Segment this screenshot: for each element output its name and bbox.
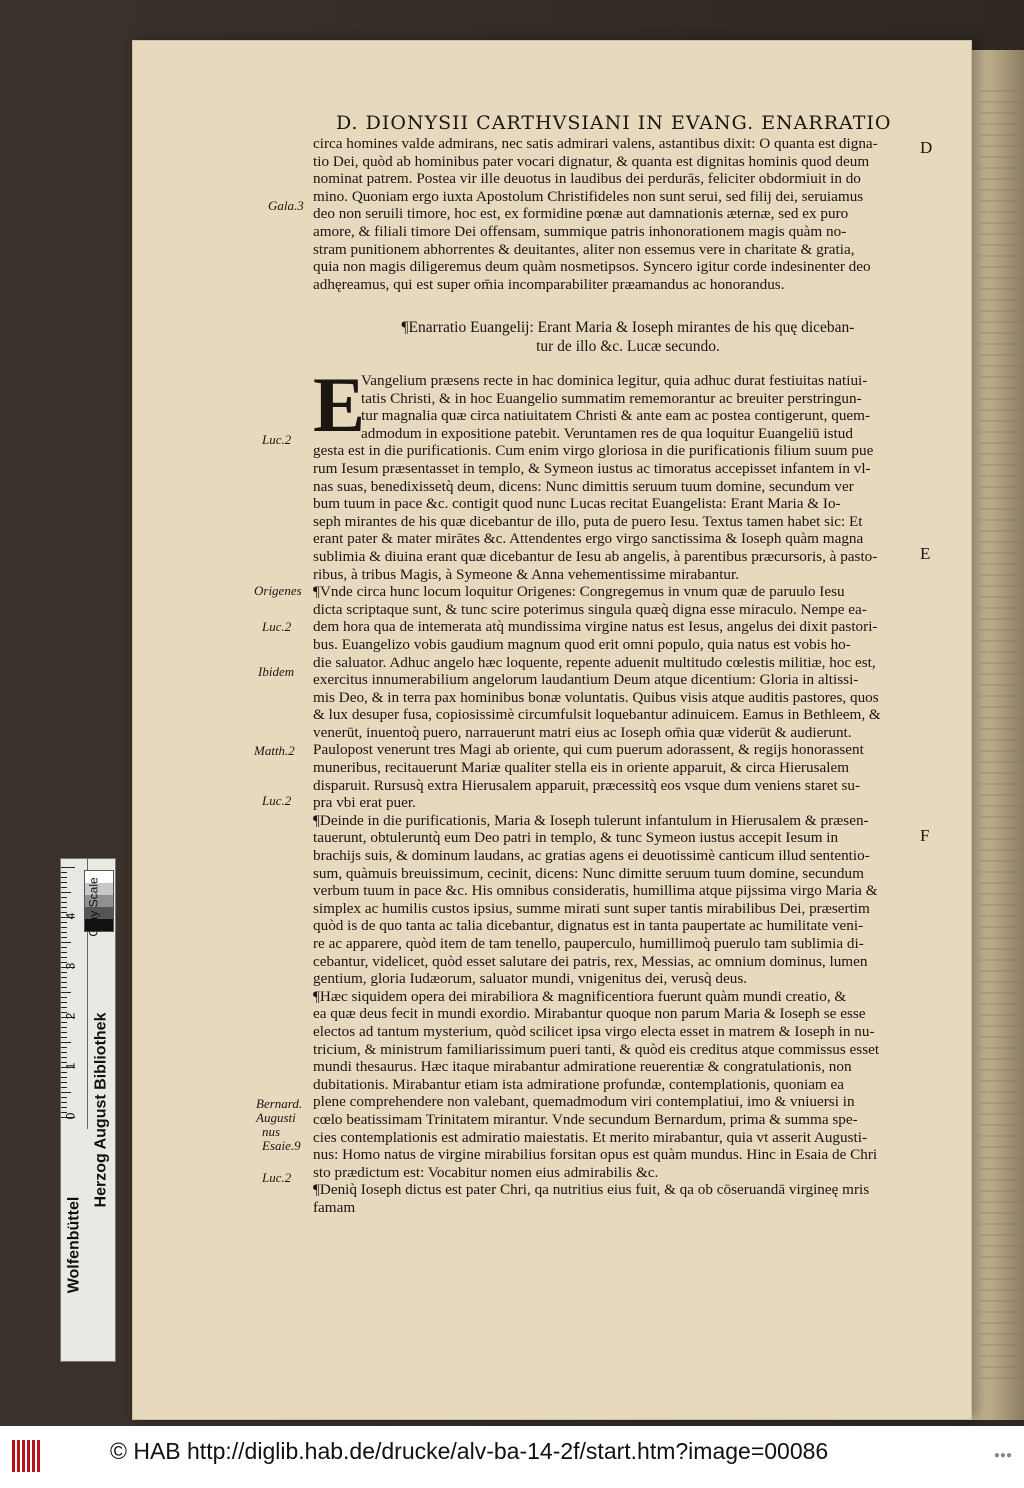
margin-note: Luc.2	[262, 432, 292, 447]
margin-note: Luc.2	[262, 619, 292, 634]
ruler-number: 4	[63, 912, 78, 920]
ruler-tick	[61, 1077, 67, 1078]
text-line: ribus, à tribus Magis, à Symeone & Anna vehementissime mirabantur.	[313, 565, 740, 583]
margin-note: Luc.2	[262, 1170, 292, 1185]
section-letter: F	[920, 826, 930, 845]
ruler-tick	[61, 1042, 71, 1043]
text-line: tur magnalia quæ circa natiuitatem Christi & ante eam ac postea contigerunt, quem-	[361, 407, 871, 425]
text-line: mundi thesaurus. Hæc itaque mirabantur admiratione reuerentiæ & congratulationis, non	[313, 1058, 852, 1076]
text-line: bus. Euangelizo vobis gaudium magnum quod erit omni populo, quia natus est vobis ho-	[313, 635, 851, 653]
heading-line-1: ¶Enarratio Euangelij: Erant Maria & Ioseph mirantes de his quę diceban-	[401, 319, 855, 336]
text-line: stram punitionem abhorrentes & deuitantes, aliter non essemus vere in charitate & gratia,	[313, 240, 855, 258]
decorated-initial: E	[313, 361, 366, 448]
text-line: sublimia & diuina erant quæ dicebantur de Iesu ab angelis, à parentibus præcursoris, à pasto-	[313, 547, 878, 565]
text-line: verbum tuum in pace &c. His omnibus consideratis, humillima atque pijssima virgo Maria &	[313, 882, 878, 900]
text-line: cebantur, videlicet, quòd esset salutare dei patris, rex, Messias, ac omnium dominus, lumen	[313, 952, 868, 970]
margin-note: Gala.3	[268, 198, 304, 213]
text-line: disparuit. Rursusq̀ extra Hierusalem apparuit, præcessitq̀ eos vsque dum veniens staret su-	[313, 776, 861, 794]
ruler-tick	[61, 922, 67, 923]
text-line: tricium, & ministrum familiarissimum pueri tanti, & quòd eis creditus atque commissus esset	[313, 1040, 880, 1058]
ruler-tick	[61, 892, 71, 893]
ruler-tick	[61, 1082, 67, 1083]
text-line: nominat patrem. Postea vir ille deuotus in laudibus dei perdurās, feliciter obdormiuit in do	[313, 170, 861, 188]
ruler-number: 3	[63, 962, 78, 970]
text-line: tauerunt, obtuleruntq̀ eum Deo patri in templo, & tunc Symeon iustus accepit Iesum in	[313, 829, 839, 847]
ruler-tick	[61, 1022, 67, 1023]
text-line: muneribus, recitauerunt Mariæ qualiter stella eis in oriente apparuit, & circa Hierusalem	[313, 759, 850, 777]
gray-scale-label: Gray Scale	[86, 877, 101, 937]
text-line: amore, & filiali timore Dei offensam, summique patris inhonorationem magis quàm no-	[313, 222, 847, 240]
text-line: ea quæ deus fecit in mundi exordio. Mirabantur quoque non parum Maria & Ioseph se esse	[313, 1005, 866, 1023]
text-line: tio Dei, quòd ab hominibus pater vocari dignatur, & quanta est dignitas hominis quod deum	[313, 152, 870, 170]
ruler-tick	[61, 1102, 67, 1103]
ruler-label-2	[61, 1129, 87, 1361]
text-line: gentium, gloria Iudæorum, saluator mundi, vnigenitus dei, verusq̀ deus.	[313, 970, 748, 988]
ruler-tick	[61, 992, 71, 993]
margin-note: Augusti	[256, 1110, 296, 1125]
margin-note: Luc.2	[262, 793, 292, 808]
ruler-tick	[61, 937, 67, 938]
institution-name: Herzog August Bibliothek	[92, 1012, 109, 1208]
ruler-tick	[61, 942, 71, 943]
ruler-tick	[61, 1047, 67, 1048]
ruler-tick	[61, 1007, 67, 1008]
text-line: adhęreamus, qui est super om̄ia incomparabiliter præamandus ac honorandus.	[313, 275, 785, 293]
section-letter: D	[920, 138, 933, 157]
ruler-tick	[61, 1052, 67, 1053]
ruler-tick	[61, 1057, 67, 1058]
chapter-heading	[368, 318, 888, 356]
margin-note: nus	[262, 1124, 281, 1139]
text-line: deo non seruili timore, hoc est, ex formidine pœnæ aut damnationis æternæ, sed ex puro	[313, 205, 849, 223]
institution-city: Wolfenbüttel	[65, 1196, 83, 1294]
text-line: pra vbi erat puer.	[313, 794, 416, 812]
ruler-tick	[61, 977, 67, 978]
ruler-tick	[61, 877, 67, 878]
text-line: sum, quàmuis breuissimum, cecinit, dicens: Nunc dimitte seruum tuum domine, secundum	[313, 864, 864, 882]
ruler-tick	[61, 867, 75, 868]
hab-logo-icon	[12, 1440, 42, 1472]
text-line: Paulopost venerunt tres Magi ab oriente, qui cum puerum adorassent, & regijs honorassent	[313, 741, 864, 759]
ruler-tick	[61, 1027, 67, 1028]
ruler-tick	[61, 872, 67, 873]
text-line: mino. Quoniam ergo iuxta Apostolum Christifideles non sunt serui, sed filij dei, seruiamus	[313, 187, 864, 205]
ruler-tick	[61, 972, 67, 973]
margin-note: Bernard.	[256, 1096, 303, 1111]
bleed-through	[980, 90, 1018, 1380]
text-line: die saluator. Adhuc angelo hæc loquente, repente aduenit multitudo cœlestis militiæ, hoc est,	[313, 653, 876, 671]
text-line: dem hora qua de intemerata atq̀ mundissima virgine natus est Iesus, angelus dei dixit pastori-	[313, 618, 878, 636]
text-line: dubitationis. Mirabantur etiam ista admiratione profundæ, contemplationis, quoniam ea	[313, 1075, 845, 1093]
facing-page-edge	[972, 50, 1024, 1420]
ruler-number: 2	[63, 1012, 78, 1020]
text-line: ¶Deinde in die purificationis, Maria & Ioseph tulerunt infantulum in Hierusalem & præsen-	[313, 811, 869, 829]
margin-note: Matth.2	[254, 743, 295, 758]
text-line: simplex ac humilis custos ipsius, summe mirati sunt super tantis mirabilibus Dei, præsertim	[313, 899, 870, 917]
text-line: quòd is de quo tanta ac talia dicebantur, dignatus est in tanta paupertate ac humilitate veni-	[313, 917, 864, 935]
text-line: circa homines valde admirans, nec satis admirari valens, astantibus dixit: O quanta est digna-	[313, 135, 878, 152]
ruler-tick	[61, 1002, 67, 1003]
ruler-tick	[61, 902, 67, 903]
text-line: ¶Vnde circa hunc locum loquitur Origenes: Congregemus in vnum quæ de paruulo Iesu	[313, 583, 845, 601]
text-line: Vangelium præsens recte in hac dominica legitur, quia adhuc durat festiuitas natiui-	[361, 372, 868, 389]
text-block-1	[313, 135, 917, 293]
text-line: exercitus innumerabilium angelorum laudantium Deum atque dicentium: Gloria in altissi-	[313, 671, 859, 689]
text-line: erant pater & mater mirātes &c. Attendentes ergo virgo sanctissima & Ioseph quàm magna	[313, 530, 864, 548]
ruler-tick	[61, 1032, 67, 1033]
ruler-tick	[61, 932, 67, 933]
text-line: venerūt, inuentoq̀ puero, narrauerunt matri eius ac Ioseph om̄ia quæ viderūt & audierunt.	[313, 723, 852, 741]
ruler-tick	[61, 882, 67, 883]
text-line: & lux desuper fusa, copiosissimè circumfulsit loquebantur adinuicem. Eamus in Bethleem, &	[313, 706, 881, 724]
text-line: cœlo beatissimam Trinitatem mirantur. Vnde secundum Bernardum, prima & summa spe-	[313, 1110, 858, 1128]
text-line: bum tuum in pace &c. contigit quod nunc Lucas recitat Euangelista: Erant Maria & Io-	[313, 495, 841, 513]
ruler-tick	[61, 997, 67, 998]
margin-note: Ibidem	[258, 664, 295, 679]
section-letter: E	[920, 544, 931, 563]
text-line: rum Iesum præsentasset in templo, & Symeon iustus ac timoratus accepisset infantem in vl-	[313, 459, 871, 477]
text-line: dicta scriptaque sunt, & tunc scire poterimus singula quæq̀ digna esse miraculo. Nempe ea-	[313, 600, 867, 618]
text-line: famam	[313, 1198, 356, 1216]
ruler-tick	[61, 887, 67, 888]
ruler-number: 0	[63, 1112, 78, 1120]
ruler-number: 1	[63, 1062, 78, 1070]
text-line: nas suas, benedixissetq̀ deum, dicens: Nunc dimittis seruum tuum domine, secundum ver	[313, 477, 854, 495]
text-line: mis Deo, & in terra pax hominibus bonæ voluntatis. Quibus visis atque auditis pastores, quos	[313, 688, 879, 706]
ruler-tick	[61, 1087, 67, 1088]
ruler-tick	[61, 957, 67, 958]
ruler-tick	[61, 1037, 67, 1038]
text-line: cies contemplationis est admiratio maiestatis. Et merito mirabantur, quia vt asserit Augusti-	[313, 1128, 868, 1146]
footer-ornament: ●●●	[993, 1450, 1012, 1461]
text-line: quia non magis diligeremus deum quàm nosmetipsos. Syncero igitur corde indesinenter deo	[313, 258, 871, 276]
ruler-tick	[61, 1097, 67, 1098]
text-line: tatis Christi, & in hoc Euangelio summatim rememorantur ac breuiter perstringun-	[361, 389, 862, 407]
copyright-url[interactable]: © HAB http://diglib.hab.de/drucke/alv-ba-14-2f/start.htm?image=00086	[110, 1438, 829, 1464]
text-line: re ac apparere, quòd item de tam tenello, pauperculo, humillimoq̀ puerulo tam sublimia di-	[313, 935, 864, 952]
text-line: sto prædictum est: Vocabitur nomen eius admirabilis &c.	[313, 1163, 659, 1181]
ruler-tick	[61, 987, 67, 988]
text-line: plene comprehendere non valebant, quemadmodum viri contemplatiui, imo & vniuersi in	[313, 1093, 855, 1111]
text-line: seph mirantes de his quæ dicebantur de illo, puta de puero Iesu. Textus tamen habet sic: Et	[313, 512, 863, 530]
running-title: D. DIONYSII CARTHVSIANI IN EVANG. ENARRATIO	[336, 112, 892, 134]
margin-note: Origenes	[254, 583, 302, 598]
text-block-2	[313, 361, 917, 1217]
ruler-tick	[61, 1092, 71, 1093]
ruler-tick	[61, 897, 67, 898]
heading-line-2: tur de illo &c. Lucæ secundo.	[536, 338, 720, 355]
text-line: electos ad tantum mysterium, quòd scilicet ipsa virgo electa esset in matrem & Ioseph in nu-	[313, 1022, 875, 1040]
ruler-tick	[61, 907, 67, 908]
ruler-tick	[61, 947, 67, 948]
ruler-tick	[61, 1107, 67, 1108]
text-line: ¶Deniq̀ Ioseph dictus est pater Chri, qa nutritius eius fuit, & qa ob cōseruandā virgineę mris	[313, 1181, 870, 1199]
ruler-tick	[61, 982, 67, 983]
text-line: brachijs suis, & dominum laudans, ac gratias agens ei deuotissimè canticum illud sententio-	[313, 847, 870, 865]
text-line: admodum in expositione patebit. Veruntamen res de qua loquitur Euangeliū istud	[361, 424, 853, 442]
text-line: ¶Hæc siquidem opera dei mirabiliora & magnificentiora fuerunt quàm mundi creatio, &	[313, 987, 847, 1005]
ruler-tick	[61, 1072, 67, 1073]
ruler-tick	[61, 952, 67, 953]
margin-note: Esaie.9	[262, 1138, 301, 1153]
ruler-tick	[61, 927, 67, 928]
footer-bar	[0, 1426, 1024, 1488]
text-line: gesta est in die purificationis. Cum enim virgo gloriosa in die purificationis filium suum pue	[313, 442, 874, 460]
text-line: nus: Homo natus de virgine mirabilius forsitan opus est quàm mundus. Hinc in Esaia de Chri	[313, 1146, 878, 1164]
